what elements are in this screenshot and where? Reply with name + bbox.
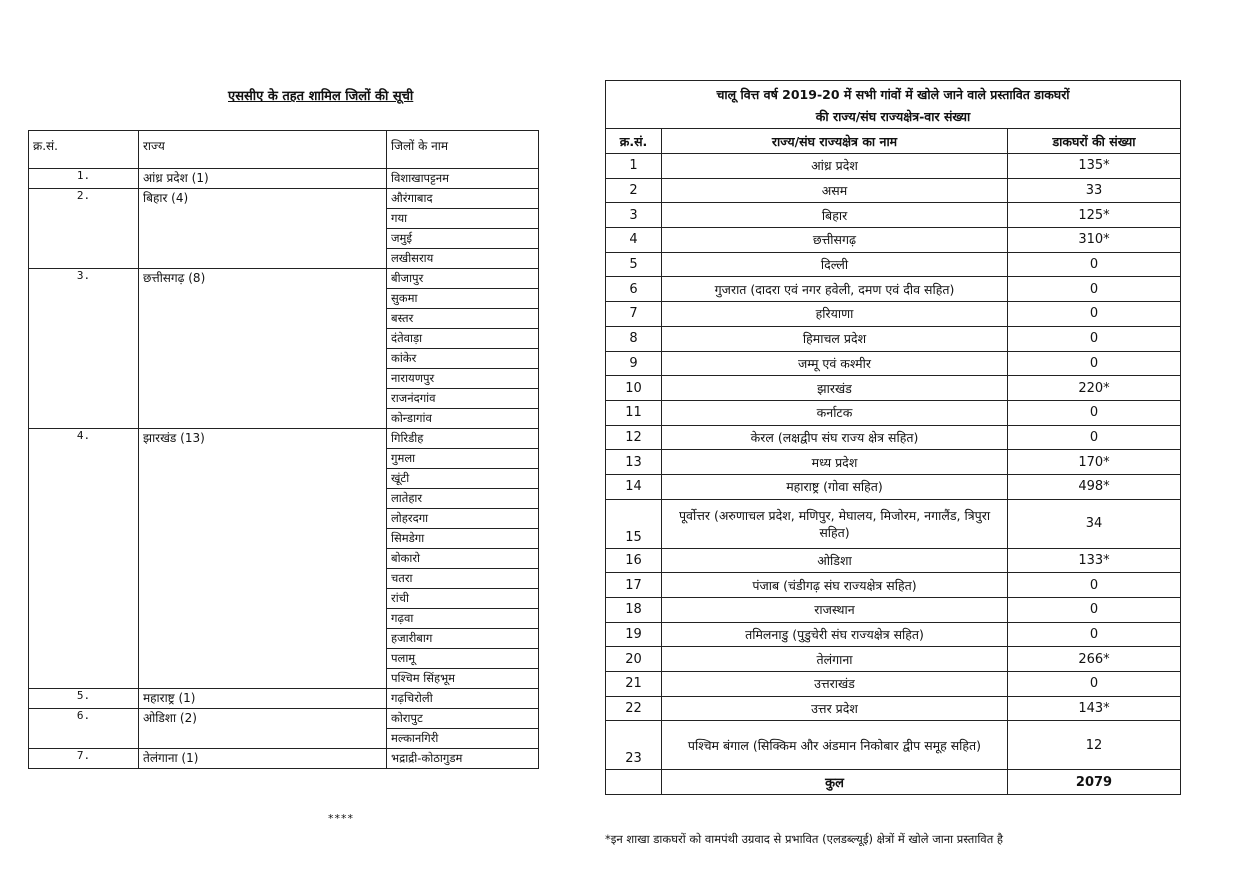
right-document (605, 80, 1180, 846)
table-row (606, 178, 1181, 203)
left-district-cell: औरंगाबाद (387, 189, 539, 209)
right-name-cell: उत्तर प्रदेश (662, 696, 1008, 721)
right-sn-cell: 15 (606, 499, 662, 548)
right-sn-cell: 7 (606, 302, 662, 327)
right-count-cell: 33 (1008, 178, 1181, 203)
left-header-state: राज्य (139, 131, 387, 169)
total-row (606, 770, 1181, 795)
right-count-cell: 0 (1008, 622, 1181, 647)
right-title-line2: की राज्य/संघ राज्यक्षेत्र-वार संख्या (815, 108, 971, 124)
table-row (606, 302, 1181, 327)
right-name-cell: असम (662, 178, 1008, 203)
post-office-count-table (605, 80, 1181, 795)
right-name-cell: हरियाणा (662, 302, 1008, 327)
left-district-cell: राजनंदगांव (387, 389, 539, 409)
table-row (606, 154, 1181, 179)
right-name-cell: केरल (लक्षद्वीप संघ राज्य क्षेत्र सहित) (662, 425, 1008, 450)
left-district-cell: विशाखापट्टनम (387, 169, 539, 189)
left-district-cell: मल्कानगिरी (387, 729, 539, 749)
right-name-cell: मध्य प्रदेश (662, 450, 1008, 475)
table-row (606, 450, 1181, 475)
left-district-cell: बस्तर (387, 309, 539, 329)
right-name-cell: महाराष्ट्र (गोवा सहित) (662, 474, 1008, 499)
district-list-table (28, 130, 539, 769)
right-sn-cell: 4 (606, 228, 662, 253)
left-sn-cell: 2. (29, 189, 139, 269)
table-row (606, 351, 1181, 376)
right-sn-cell: 12 (606, 425, 662, 450)
table-row (606, 573, 1181, 598)
right-name-cell: छत्तीसगढ़ (662, 228, 1008, 253)
left-district-cell: पलामू (387, 649, 539, 669)
right-name-cell: तमिलनाडु (पुडुचेरी संघ राज्यक्षेत्र सहित) (662, 622, 1008, 647)
table-row (606, 474, 1181, 499)
right-sn-cell: 17 (606, 573, 662, 598)
table-row (606, 672, 1181, 697)
left-district-cell: हजारीबाग (387, 629, 539, 649)
left-state-cell: तेलंगाना (1) (139, 749, 387, 769)
right-header-sn: क्र.सं. (606, 129, 662, 154)
table-row (29, 749, 539, 769)
right-sn-cell: 9 (606, 351, 662, 376)
right-count-cell: 12 (1008, 721, 1181, 770)
left-district-cell: खूंटी (387, 469, 539, 489)
left-district-cell: गुमला (387, 449, 539, 469)
right-count-cell: 170* (1008, 450, 1181, 475)
right-sn-cell: 11 (606, 400, 662, 425)
table-row (606, 376, 1181, 401)
right-name-cell: पूर्वोत्तर (अरुणाचल प्रदेश, मणिपुर, मेघालय, मिजोरम, नगालैंड, त्रिपुरा सहित) (662, 499, 1008, 548)
left-district-cell: लोहरदगा (387, 509, 539, 529)
right-name-cell: उत्तराखंड (662, 672, 1008, 697)
total-sn-cell (606, 770, 662, 795)
left-district-cell: सुकमा (387, 289, 539, 309)
left-header-districts: जिलों के नाम (387, 131, 539, 169)
left-district-cell: पश्चिम सिंहभूम (387, 669, 539, 689)
right-sn-cell: 20 (606, 647, 662, 672)
right-count-cell: 0 (1008, 672, 1181, 697)
table-row (606, 647, 1181, 672)
table-row (606, 721, 1181, 770)
table-row (606, 696, 1181, 721)
right-name-cell: पश्चिम बंगाल (सिक्किम और अंडमान निकोबार द्वीप समूह सहित) (662, 721, 1008, 770)
table-row (606, 425, 1181, 450)
left-district-cell: गिरिडीह (387, 429, 539, 449)
right-sn-cell: 1 (606, 154, 662, 179)
right-count-cell: 0 (1008, 425, 1181, 450)
table-row (29, 429, 539, 449)
table-row (606, 252, 1181, 277)
right-header-count: डाकघरों की संख्या (1008, 129, 1181, 154)
right-sn-cell: 18 (606, 598, 662, 623)
left-sn-cell: 1. (29, 169, 139, 189)
left-district-cell: कोरापुट (387, 709, 539, 729)
right-count-cell: 0 (1008, 252, 1181, 277)
left-district-cell: रांची (387, 589, 539, 609)
left-state-cell: महाराष्ट्र (1) (139, 689, 387, 709)
right-count-cell: 266* (1008, 647, 1181, 672)
table-row (606, 499, 1181, 548)
right-count-cell: 133* (1008, 548, 1181, 573)
left-district-cell: भद्राद्री-कोठागुडम (387, 749, 539, 769)
left-district-cell: गया (387, 209, 539, 229)
right-header-row (606, 129, 1181, 154)
left-district-cell: बीजापुर (387, 269, 539, 289)
right-name-cell: ओडिशा (662, 548, 1008, 573)
right-sn-cell: 22 (606, 696, 662, 721)
right-table-body (606, 154, 1181, 770)
table-row (606, 622, 1181, 647)
right-sn-cell: 21 (606, 672, 662, 697)
right-count-cell: 220* (1008, 376, 1181, 401)
right-name-cell: गुजरात (दादरा एवं नगर हवेली, दमण एवं दीव सहित) (662, 277, 1008, 302)
table-row (29, 169, 539, 189)
right-count-cell: 34 (1008, 499, 1181, 548)
right-sn-cell: 10 (606, 376, 662, 401)
right-count-cell: 135* (1008, 154, 1181, 179)
left-header-sn: क्र.सं. (29, 131, 139, 169)
right-count-cell: 0 (1008, 400, 1181, 425)
right-name-cell: कर्नाटक (662, 400, 1008, 425)
table-row (606, 203, 1181, 228)
right-sn-cell: 13 (606, 450, 662, 475)
left-sn-cell: 3. (29, 269, 139, 429)
left-district-cell: चतरा (387, 569, 539, 589)
table-row (29, 709, 539, 729)
right-title-line1: चालू वित्त वर्ष 2019-20 में सभी गांवों में खोले जाने वाले प्रस्तावित डाकघरों (716, 86, 1070, 102)
right-title-row (606, 81, 1181, 129)
right-sn-cell: 8 (606, 326, 662, 351)
left-state-cell: झारखंड (13) (139, 429, 387, 689)
left-district-cell: लखीसराय (387, 249, 539, 269)
table-row (606, 326, 1181, 351)
right-count-cell: 0 (1008, 302, 1181, 327)
left-table-body (29, 169, 539, 769)
right-name-cell: राजस्थान (662, 598, 1008, 623)
end-mark: **** (328, 812, 354, 825)
left-table-title: एससीए के तहत शामिल जिलों की सूची (228, 89, 414, 104)
left-district-cell: कोन्डागांव (387, 409, 539, 429)
right-count-cell: 0 (1008, 351, 1181, 376)
table-row (606, 277, 1181, 302)
left-state-cell: ओडिशा (2) (139, 709, 387, 749)
left-state-cell: छत्तीसगढ़ (8) (139, 269, 387, 429)
total-count: 2079 (1008, 770, 1181, 795)
right-name-cell: जम्मू एवं कश्मीर (662, 351, 1008, 376)
left-district-cell: सिमडेगा (387, 529, 539, 549)
right-sn-cell: 19 (606, 622, 662, 647)
right-header-name: राज्य/संघ राज्यक्षेत्र का नाम (662, 129, 1008, 154)
right-sn-cell: 5 (606, 252, 662, 277)
left-sn-cell: 7. (29, 749, 139, 769)
right-name-cell: तेलंगाना (662, 647, 1008, 672)
left-district-cell: बोकारो (387, 549, 539, 569)
table-row (29, 689, 539, 709)
table-row (29, 269, 539, 289)
right-name-cell: दिल्ली (662, 252, 1008, 277)
right-count-cell: 0 (1008, 277, 1181, 302)
table-row (29, 189, 539, 209)
right-count-cell: 310* (1008, 228, 1181, 253)
table-row (606, 400, 1181, 425)
right-sn-cell: 6 (606, 277, 662, 302)
left-district-cell: गढ़चिरोली (387, 689, 539, 709)
right-name-cell: हिमाचल प्रदेश (662, 326, 1008, 351)
right-name-cell: झारखंड (662, 376, 1008, 401)
right-count-cell: 498* (1008, 474, 1181, 499)
right-count-cell: 143* (1008, 696, 1181, 721)
table-row (606, 548, 1181, 573)
right-name-cell: आंध्र प्रदेश (662, 154, 1008, 179)
footnote: *इन शाखा डाकघरों को वामपंथी उग्रवाद से प्रभावित (एलडब्ल्यूई) क्षेत्रों में खोले जाना प्रस्तावित है (605, 832, 1004, 846)
left-sn-cell: 5. (29, 689, 139, 709)
left-district-cell: जमुई (387, 229, 539, 249)
right-name-cell: बिहार (662, 203, 1008, 228)
left-state-cell: बिहार (4) (139, 189, 387, 269)
right-count-cell: 0 (1008, 326, 1181, 351)
right-sn-cell: 16 (606, 548, 662, 573)
right-name-cell: पंजाब (चंडीगढ़ संघ राज्यक्षेत्र सहित) (662, 573, 1008, 598)
left-state-cell: आंध्र प्रदेश (1) (139, 169, 387, 189)
right-count-cell: 0 (1008, 573, 1181, 598)
right-count-cell: 125* (1008, 203, 1181, 228)
left-district-cell: लातेहार (387, 489, 539, 509)
table-row (606, 228, 1181, 253)
right-table-title (606, 81, 1181, 129)
right-sn-cell: 23 (606, 721, 662, 770)
left-header-row (29, 131, 539, 169)
right-count-cell: 0 (1008, 598, 1181, 623)
total-label: कुल (662, 770, 1008, 795)
left-sn-cell: 6. (29, 709, 139, 749)
right-sn-cell: 2 (606, 178, 662, 203)
left-sn-cell: 4. (29, 429, 139, 689)
left-district-cell: गढ़वा (387, 609, 539, 629)
right-sn-cell: 3 (606, 203, 662, 228)
left-district-cell: कांकेर (387, 349, 539, 369)
left-district-cell: दंतेवाड़ा (387, 329, 539, 349)
left-district-cell: नारायणपुर (387, 369, 539, 389)
table-row (606, 598, 1181, 623)
right-sn-cell: 14 (606, 474, 662, 499)
